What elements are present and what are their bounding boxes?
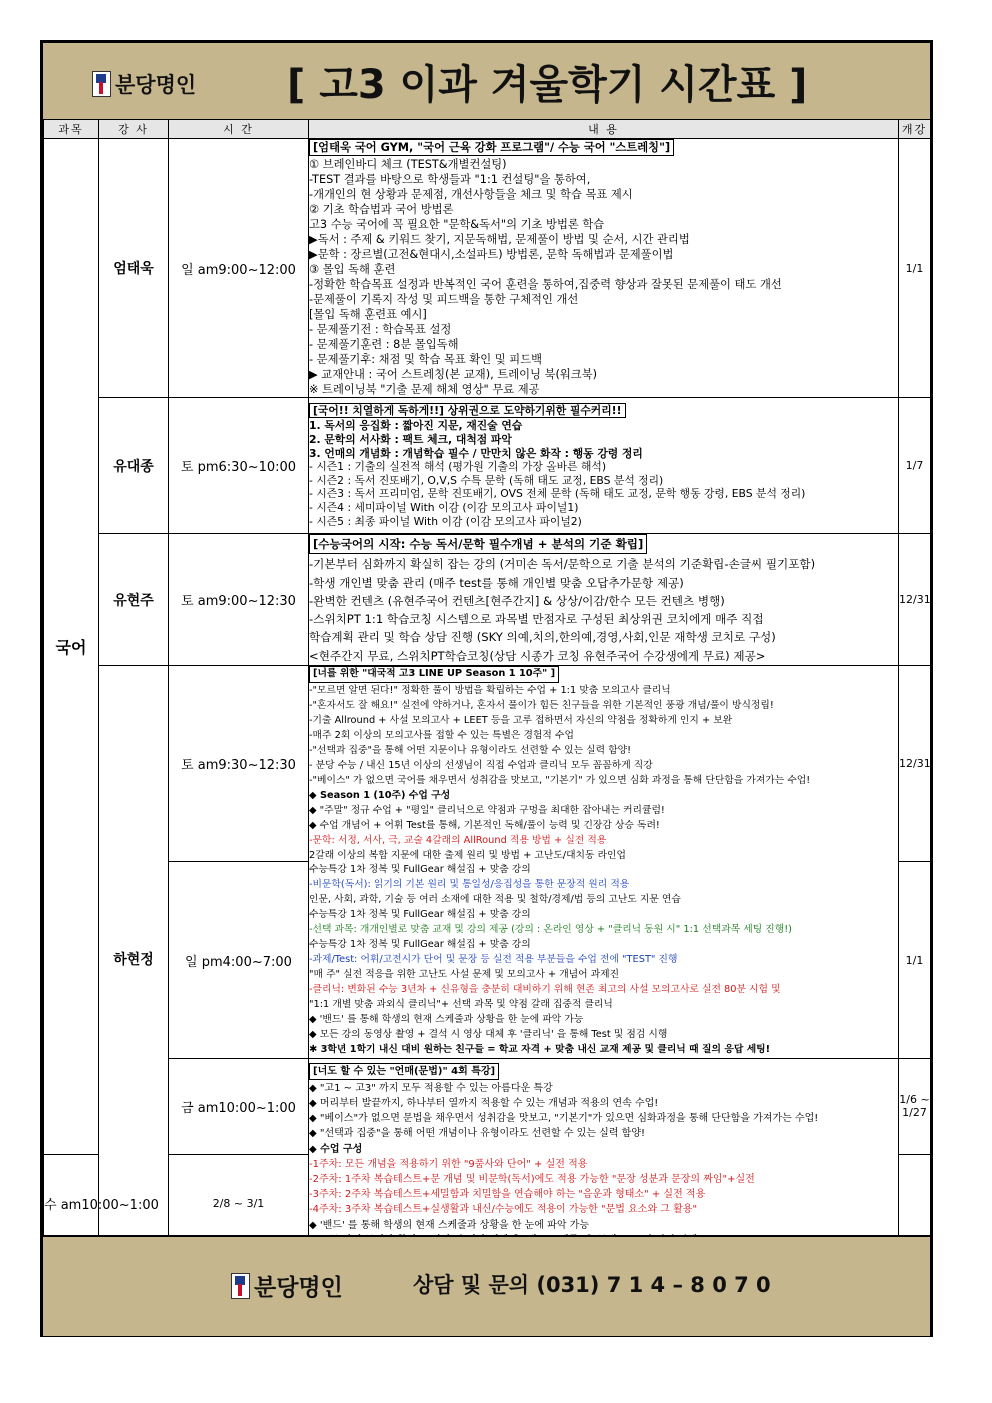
header-band <box>43 43 930 121</box>
teacher-cell: 하현정 <box>99 666 169 1253</box>
start-date-cell: 12/31 <box>899 666 931 862</box>
subject-cell: 국어 <box>44 139 99 1155</box>
footer-brand <box>231 1269 343 1302</box>
content-cell <box>309 139 899 398</box>
brand-logo-icon <box>92 71 111 97</box>
content-line: 인문, 사회, 과학, 기술 등 여러 소재에 대한 적용 및 철학/경제/법 등의 고난도 지문 연습 <box>309 894 681 906</box>
teacher-cell: 엄태욱 <box>99 139 169 398</box>
content-line: -비문학(독서): 읽기의 기본 원리 및 통일성/응집성을 통한 문장적 원리 적용 <box>309 879 630 891</box>
content-line: ◆ 머리부터 발끝까지, 하나부터 열까지 적용할 수 있는 개념과 적용의 연속 수업! <box>309 1098 659 1110</box>
content-line: -"선택과 집중"을 통해 어떤 지문이나 유형이라도 선련할 수 있는 실력 함양! <box>309 744 632 756</box>
content-line: 수능특강 1차 정복 및 FullGear 해설집 + 맞춤 강의 <box>309 939 531 951</box>
table-header-row <box>44 120 931 139</box>
content-line: ◆ '밴드' 를 통해 학생의 현재 스케줄과 상황을 한 눈에 파악 가능 <box>309 1219 589 1231</box>
table-row <box>44 1058 931 1154</box>
brand-logo-icon <box>231 1273 250 1299</box>
start-date-cell: 1/1 <box>899 139 931 398</box>
content-line: 2. 문학의 서사화 : 팩트 체크, 대척점 파악 <box>309 433 512 447</box>
course-heading: [너도 할 수 있는 "언매(문법)" 4회 특강] <box>309 1063 499 1080</box>
table-row <box>44 398 931 534</box>
time-cell: 토 am9:30~12:30 <box>169 666 309 862</box>
content-line: <현주간지 무료, 스위치PT학습코칭(상담 시종가 코칭 유현주국어 수강생에게 무료) 제공> <box>309 648 766 663</box>
content-line: ② 기초 학습법과 국어 방법론 <box>309 203 454 216</box>
content-line: ① 브레인바디 체크 (TEST&개별컨설팅) <box>309 158 507 171</box>
content-line: - 문제풀기후: 채점 및 학습 목표 확인 및 피드백 <box>309 353 543 366</box>
content-line: -1주차: 모든 개념을 적용하기 위한 "9품사와 단어" + 실전 적용 <box>309 1158 588 1170</box>
content-line: ✱ 3학년 1학기 내신 대비 원하는 친구들 = 학교 자격 + 맞춤 내신 교재 제공 및 클리닉 때 질의 응답 세팅! <box>309 1043 771 1055</box>
time-cell: 일 pm4:00~7:00 <box>169 862 309 1058</box>
table-row <box>44 534 931 666</box>
header-teacher: 강 사 <box>99 120 169 139</box>
content-cell <box>309 398 899 534</box>
content-line: -2주차: 1주차 복습테스트+문 개념 및 비문학(독서)에도 적용 가능한 "문장 성분과 문장의 짜임"+실전 <box>309 1174 755 1186</box>
content-line: - 시즌5 : 최종 파이널 With 이감 (이감 모의고사 파이널2) <box>309 514 582 528</box>
header-start: 개강 <box>899 120 931 139</box>
content-line: -과제/Test: 어휘/고전시가 단어 및 문장 등 실전 적용 부분들을 수업 전에 "TEST" 진행 <box>309 954 678 966</box>
start-date-cell: 2/8 ~ 3/1 <box>169 1154 309 1252</box>
content-line: "1:1 개별 맞춤 과외식 클리닉"+ 선택 과목 및 약점 갈래 집중적 클리닉 <box>309 999 613 1011</box>
content-line: -3주차: 2주차 복습테스트+세밀함과 치밀함을 연습해야 하는 "음운과 형태소" + 실전 적용 <box>309 1189 706 1201</box>
start-date-cell: 1/6 ~ 1/27 <box>899 1058 931 1154</box>
content-line: -학생 개인별 맞춤 관리 (매주 test를 통해 개인별 맞춤 오답추가문항 제공) <box>309 575 684 590</box>
content-line: "매 주" 실전 적응을 위한 고난도 사설 문제 및 모의고사 + 개념어 과제진 <box>309 969 620 981</box>
content-line: -"혼자서도 잘 해요!" 실전에 약하거나, 혼자서 풀이가 힘든 친구들을 위한 기본적인 풍광 개념/풀이 방식정립! <box>309 699 774 711</box>
content-line: -개개인의 현 상황과 문제점, 개선사항들을 체크 및 학습 목표 제시 <box>309 188 633 201</box>
content-line: ▶독서 : 주제 & 키워드 찾기, 지문독해법, 문제풀이 방법 및 순서, 시간 관리법 <box>309 233 690 246</box>
content-line: -스위치PT 1:1 학습코칭 시스템으로 과목별 만점자로 구성된 최상위권 코치에게 매주 직접 <box>309 612 764 627</box>
timetable-frame <box>40 40 933 1337</box>
content-line: ◆ 수업 구성 <box>309 1143 363 1155</box>
content-line: -기본부터 심화까지 확실히 잡는 강의 (거미손 독서/문학으로 기출 분석의 기준확립-손글씨 필기포함) <box>309 557 816 572</box>
content-cell <box>309 1058 899 1252</box>
start-date-cell: 1/7 <box>899 398 931 534</box>
teacher-cell: 유대종 <box>99 398 169 534</box>
time-cell: 토 am9:00~12:30 <box>169 534 309 666</box>
content-line: ◆ 모든 강의 동영상 촬영 + 결석 시 영상 대체 후 '클리닉' 을 통해 Test 및 점검 시행 <box>309 1028 668 1040</box>
time-cell: 금 am10:00~1:00 <box>169 1058 309 1154</box>
content-line: - 분당 수능 / 내신 15년 이상의 선생님이 직접 수업과 클리닉 모두 꼼꼼하게 직강 <box>309 759 653 771</box>
content-line: ◆ "베이스"가 없으면 문법을 채우면서 성취감을 맛보고, "기본기"가 있으면 심화과정을 통해 단단함을 가져가는 수업! <box>309 1113 819 1125</box>
time-cell: 수 am10:00~1:00 <box>44 1154 99 1252</box>
content-line: -클리닉: 변화된 수능 3년차 + 신유형을 충분히 대비하기 위해 현존 최고의 사설 모의고사로 실전 80분 시험 및 <box>309 984 781 996</box>
content-line: - 시즌3 : 독서 프리미엄, 문학 진또배기, OVS 전체 문학 (독해 태도 교정, 문학 행동 강령, EBS 분석 정리) <box>309 487 806 501</box>
content-line: -기출 Allround + 사설 모의고사 + LEET 등을 고루 접하면서 자신의 약점을 정확하게 인지 + 보완 <box>309 714 733 726</box>
content-line: - 시즌4 : 세미파이널 With 이감 (이감 모의고사 파이널1) <box>309 500 579 514</box>
page-title: [ 고3 이과 겨울학기 시간표 ] <box>287 62 808 108</box>
content-line: ◆ Season 1 (10주) 수업 구성 <box>309 789 451 801</box>
course-heading: [수능국어의 시작: 수능 독서/문학 필수개념 + 분석의 기준 확립] <box>309 534 647 554</box>
content-line: - 시즌1 : 기출의 실전적 해석 (평가원 기출의 가장 올바른 해석) <box>309 460 607 474</box>
footer-band <box>43 1235 930 1336</box>
content-line: -문제풀이 기록지 작성 및 피드백을 통한 구체적인 개선 <box>309 293 579 306</box>
content-line: - 시즌2 : 독서 진또배기, O,V,S 수특 문학 (독해 태도 교정, EBS 분석 정리) <box>309 473 664 487</box>
content-line: -문학: 서정, 서사, 극, 교술 4갈래의 AllRound 적용 방법 + 실전 적용 <box>309 834 607 846</box>
content-line: ◆ "고1 ~ 고3" 까지 모두 적용할 수 있는 아름다운 특강 <box>309 1082 553 1094</box>
course-heading: [엄태욱 국어 GYM, "국어 근육 강화 프로그램"/ 수능 국어 "스트레칭"] <box>309 139 674 156</box>
content-line: -매주 2회 이상의 모의고사를 접할 수 있는 특별은 경험적 수업 <box>309 729 574 741</box>
teacher-cell: 유현주 <box>99 534 169 666</box>
content-line: 2갈래 이상의 복합 지문에 대한 출제 원리 및 방법 + 고난도/대치동 라인업 <box>309 849 626 861</box>
time-cell: 토 pm6:30~10:00 <box>169 398 309 534</box>
content-line: -"모르면 알면 된다!" 정확한 풀이 방법을 확립하는 수업 + 1:1 맞춤 모의고사 클리닉 <box>309 685 671 697</box>
time-cell: 일 am9:00~12:00 <box>169 139 309 398</box>
course-heading: [국어!! 치열하게 독하게!!] 상위권으로 도약하기위한 필수커리!! <box>309 403 626 419</box>
content-line: ▶ 교재안내 : 국어 스트레칭(본 교재), 트레이닝 북(워크북) <box>309 368 598 381</box>
header-brand <box>92 69 196 99</box>
content-line: -선택 과목: 개개인별로 맞춤 교재 및 강의 제공 (강의 : 온라인 영상 + "클리닉 동원 시" 1:1 선택과목 세팅 진행!) <box>309 924 792 936</box>
content-line: -"베이스" 가 없으면 국어를 채우면서 성취감을 맛보고, "기본기" 가 있으면 심화 과정을 통해 단단함을 가져가는 수업! <box>309 774 811 786</box>
content-line: ※ 트레이닝북 "기출 문제 해체 영상" 무료 제공 <box>309 383 540 396</box>
content-cell <box>309 666 899 1059</box>
contact-info: 상담 및 문의 (031) 7 1 4 – 8 0 7 0 <box>413 1273 771 1297</box>
content-line: ◆ 수업 개념어 + 어휘 Test를 통해, 기본적인 독해/풀이 능력 및 긴장감 상승 독려! <box>309 819 660 831</box>
start-date-cell: 1/1 <box>899 862 931 1058</box>
table-row <box>44 666 931 862</box>
timetable <box>43 119 931 1253</box>
content-line: ③ 몰입 독해 훈련 <box>309 263 396 276</box>
header-subject: 과목 <box>44 120 99 139</box>
content-line: -4주차: 3주차 복습테스트+실생활과 내신/수능에도 적용이 가능한 "문법 요소와 그 활용" <box>309 1204 698 1216</box>
header-time: 시 간 <box>169 120 309 139</box>
content-line: - 문제풀기전 : 학습목표 설정 <box>309 323 452 336</box>
content-line: 고3 수능 국어에 꼭 필요한 "문학&독서"의 기초 방법론 학습 <box>309 218 605 231</box>
content-line: 3. 언매의 개념화 : 개념학습 필수 / 만만치 않은 화작 : 행동 강령 정리 <box>309 446 643 460</box>
content-line: -정확한 학습목표 설정과 반복적인 국어 훈련을 통하여,집중력 향상과 잘못된 문제풀이 태도 개선 <box>309 278 782 291</box>
content-line: - 문제풀기훈련 : 8분 몰입독해 <box>309 338 459 351</box>
content-line: ◆ "주말" 정규 수업 + "평일" 클리닉으로 약점과 구멍을 최대한 잡아내는 커리큘럼! <box>309 804 665 816</box>
content-line: ▶문학 : 장르별(고전&현대시,소설파트) 방법론, 문학 독해법과 문제풀이법 <box>309 248 674 261</box>
header-brand-name: 분당명인 <box>115 73 197 97</box>
content-line: 수능특강 1차 정복 및 FullGear 해설집 + 맞춤 강의 <box>309 864 531 876</box>
start-date-cell: 12/31 <box>899 534 931 666</box>
content-line: -TEST 결과를 바탕으로 학생들과 "1:1 컨설팅"을 통하여, <box>309 173 591 186</box>
content-line: [몰입 독해 훈련표 예시] <box>309 308 427 321</box>
content-line: 수능특강 1차 정복 및 FullGear 해설집 + 맞춤 강의 <box>309 909 531 921</box>
footer-brand-name: 분당명인 <box>254 1275 343 1301</box>
content-line: 1. 독서의 응집화 : 짧아진 지문, 재진술 연습 <box>309 419 523 433</box>
table-row <box>44 139 931 398</box>
content-line: ◆ "선택과 집중"을 통해 어떤 개념이나 유형이라도 선련할 수 있는 실력 함양! <box>309 1128 646 1140</box>
content-cell <box>309 534 899 666</box>
content-line: -완벽한 컨텐츠 (유현주국어 컨텐츠[현주간지] & 상상/이감/한수 모든 컨텐츠 병행) <box>309 593 725 608</box>
header-content: 내 용 <box>309 120 899 139</box>
content-line: ◆ '밴드' 를 통해 학생의 현재 스케줄과 상황을 한 눈에 파악 가능 <box>309 1014 584 1025</box>
course-heading: [너를 위한 "대국적 고3 LINE UP Season 1 10주" ] <box>309 666 559 683</box>
content-line: 학습계획 관리 및 학습 상담 진행 (SKY 의예,치의,한의예,경영,사회,인문 재학생 코치로 구성) <box>309 630 776 645</box>
